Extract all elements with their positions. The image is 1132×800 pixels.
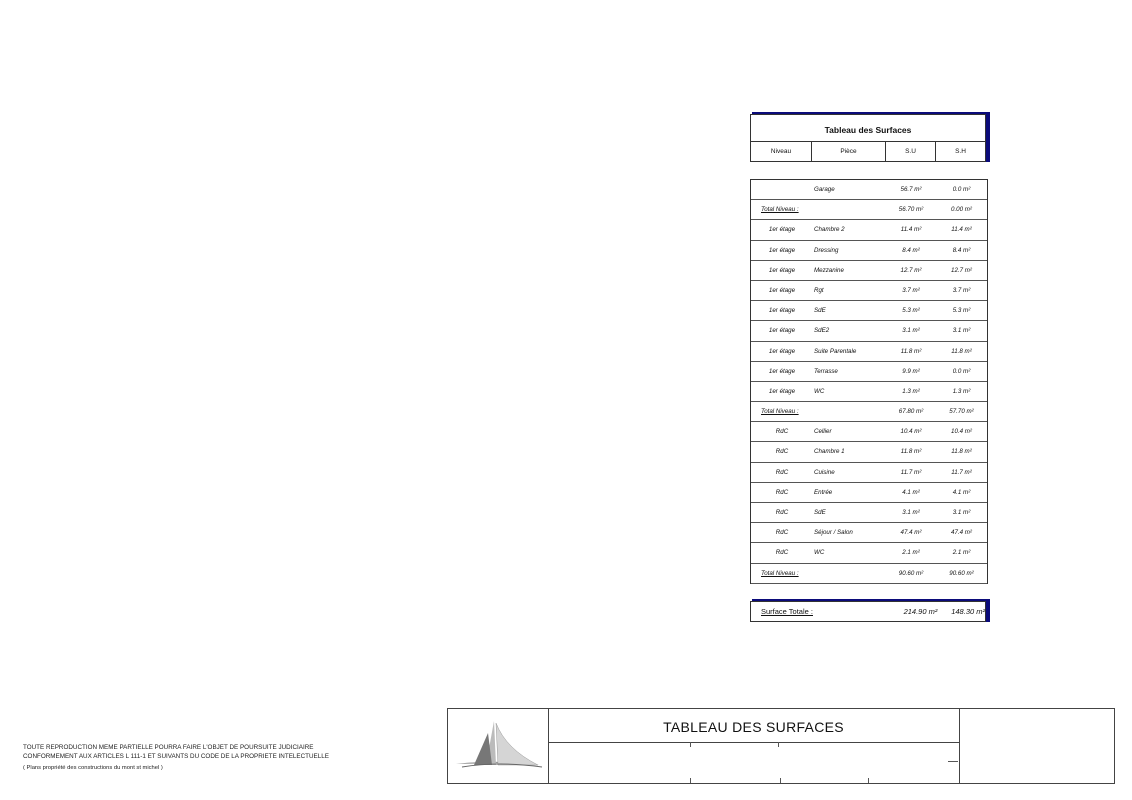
row-sh: 57.70 m² <box>949 408 974 416</box>
row-su: 3.1 m² <box>902 509 920 516</box>
row-sh: 47.4 m² <box>951 529 972 537</box>
row-level <box>751 180 813 199</box>
row-level: RdC <box>775 448 789 456</box>
row-su: 8.4 m² <box>902 246 920 254</box>
row-level: RdC <box>775 468 789 476</box>
title-block <box>447 708 1115 784</box>
row-sh: 90.60 m² <box>949 569 974 577</box>
row-level: Total Niveau : <box>761 408 799 416</box>
row-su: 4.1 m² <box>902 488 920 496</box>
table-row <box>751 483 987 503</box>
table-row <box>751 543 987 563</box>
row-level: Total Niveau : <box>761 569 799 577</box>
row-sh: 11.8 m² <box>951 347 972 355</box>
row-sh: 3.1 m² <box>952 509 971 516</box>
row-room: SdE <box>814 307 826 315</box>
row-su: 56.70 m² <box>898 206 924 214</box>
surface-table-columns <box>751 141 985 161</box>
row-level: RdC <box>775 529 789 537</box>
column-su: S.U <box>886 142 936 161</box>
row-sh: 12.7 m² <box>951 266 972 274</box>
total-row <box>751 564 987 584</box>
legal-line-2: CONFORMEMENT AUX ARTICLES L 111-1 ET SUIVANTS DU CODE DE LA PROPRIETE INTELECTUELLE <box>23 753 329 760</box>
tick <box>690 742 691 747</box>
surface-table-header <box>750 114 986 162</box>
row-level: 1er étage <box>768 226 796 234</box>
table-row <box>751 442 987 462</box>
row-level: RdC <box>775 549 789 557</box>
row-sh: 11.4 m² <box>951 226 972 234</box>
row-level: RdC <box>775 488 789 496</box>
row-sh: 0.0 m² <box>952 367 971 375</box>
table-row <box>751 342 987 362</box>
row-room: Garage <box>814 186 835 193</box>
tick <box>868 778 869 783</box>
surface-table-body <box>750 179 988 584</box>
row-room: Dressing <box>814 246 839 254</box>
row-su: 1.3 m² <box>902 387 920 395</box>
row-su: 11.4 m² <box>900 226 922 234</box>
row-sh: 2.1 m² <box>952 549 971 557</box>
row-sh: 4.1 m² <box>952 488 971 496</box>
sail-logo-icon <box>448 709 548 783</box>
row-room: Suite Parentale <box>814 347 857 355</box>
header-shadow-right <box>986 112 990 162</box>
tick <box>690 778 691 783</box>
row-su: 2.1 m² <box>902 549 920 557</box>
title-divider <box>548 742 959 743</box>
legal-notice <box>23 743 329 773</box>
grand-total-row <box>750 601 986 622</box>
table-row <box>751 321 987 341</box>
column-sh: S.H <box>955 148 966 155</box>
table-row <box>751 241 987 261</box>
row-su: 56.7 m² <box>900 186 922 193</box>
row-sh: 11.7 m² <box>951 468 972 476</box>
row-su: 5.3 m² <box>902 307 920 315</box>
row-su: 3.7 m² <box>902 286 920 294</box>
title-block-side-tick <box>948 761 958 762</box>
title-block-main <box>548 709 960 783</box>
surface-table-title: Tableau des Surfaces <box>824 125 912 135</box>
grand-total-sh: 148.30 m² <box>951 607 985 616</box>
row-room: Entrée <box>814 488 833 496</box>
row-sh: 0.00 m² <box>951 206 972 214</box>
row-sh: 10.4 m² <box>951 428 972 436</box>
row-level: Total Niveau : <box>761 206 799 214</box>
tick <box>778 742 779 747</box>
table-row <box>751 220 987 240</box>
row-room: Rgt <box>814 286 824 294</box>
total-row <box>751 200 987 220</box>
table-row <box>751 301 987 321</box>
row-su: 47.4 m² <box>900 529 922 537</box>
total-shadow-right <box>986 599 990 622</box>
row-sh: 1.3 m² <box>952 387 971 395</box>
row-room: Terrasse <box>814 367 838 375</box>
row-sh: 5.3 m² <box>952 307 971 315</box>
row-su: 11.8 m² <box>900 448 922 456</box>
tick <box>780 778 781 783</box>
row-level: 1er étage <box>768 246 796 254</box>
row-level: 1er étage <box>768 387 796 395</box>
row-sh: 11.8 m² <box>951 448 972 456</box>
table-row <box>751 281 987 301</box>
row-level: 1er étage <box>768 347 796 355</box>
row-room: Cuisine <box>814 468 835 476</box>
row-su: 67.80 m² <box>898 408 924 416</box>
row-sh: 3.7 m² <box>952 286 971 294</box>
row-level: 1er étage <box>768 367 796 375</box>
grand-total-label: Surface Totale : <box>761 607 813 616</box>
row-su: 90.60 m² <box>898 569 924 577</box>
legal-line-3: ( Plans propriété des constructions du mont st michel ) <box>23 765 163 771</box>
row-level: 1er étage <box>768 286 796 294</box>
table-row <box>751 362 987 382</box>
row-level: 1er étage <box>768 266 796 274</box>
row-su: 3.1 m² <box>902 327 920 335</box>
table-row <box>751 463 987 483</box>
row-level: 1er étage <box>768 327 796 335</box>
row-su: 10.4 m² <box>900 428 922 436</box>
row-level: RdC <box>775 509 789 516</box>
row-su: 11.7 m² <box>900 468 922 476</box>
column-niveau: Niveau <box>751 142 812 161</box>
row-room: SdE <box>814 509 826 516</box>
row-sh: 0.0 m² <box>952 186 971 193</box>
row-sh: 3.1 m² <box>952 327 971 335</box>
table-row <box>751 261 987 281</box>
table-row <box>751 503 987 523</box>
row-room: Chambre 2 <box>814 226 845 234</box>
company-logo <box>448 709 549 783</box>
column-piece: Pièce <box>812 142 886 161</box>
table-row <box>751 180 987 200</box>
table-row <box>751 422 987 442</box>
legal-line-1: TOUTE REPRODUCTION MEME PARTIELLE POURRA FAIRE L'OBJET DE POURSUITE JUDICIAIRE <box>23 744 314 751</box>
table-row <box>751 523 987 543</box>
row-room: Cellier <box>814 428 832 436</box>
row-su: 12.7 m² <box>900 266 922 274</box>
row-level: RdC <box>775 428 789 436</box>
row-su: 9.9 m² <box>902 367 920 375</box>
row-room: Séjour / Salon <box>814 529 853 537</box>
row-su: 11.8 m² <box>900 347 922 355</box>
row-sh: 8.4 m² <box>952 246 971 254</box>
row-room: Mezzanine <box>814 266 844 274</box>
table-row <box>751 382 987 402</box>
total-row <box>751 402 987 422</box>
row-room: SdE2 <box>814 327 830 335</box>
row-room: Chambre 1 <box>814 448 845 456</box>
grand-total-su: 214.90 m² <box>903 607 938 616</box>
drawing-title: TABLEAU DES SURFACES <box>663 719 844 735</box>
row-level: 1er étage <box>768 307 796 315</box>
row-room: WC <box>814 387 825 395</box>
row-room: WC <box>814 549 825 557</box>
